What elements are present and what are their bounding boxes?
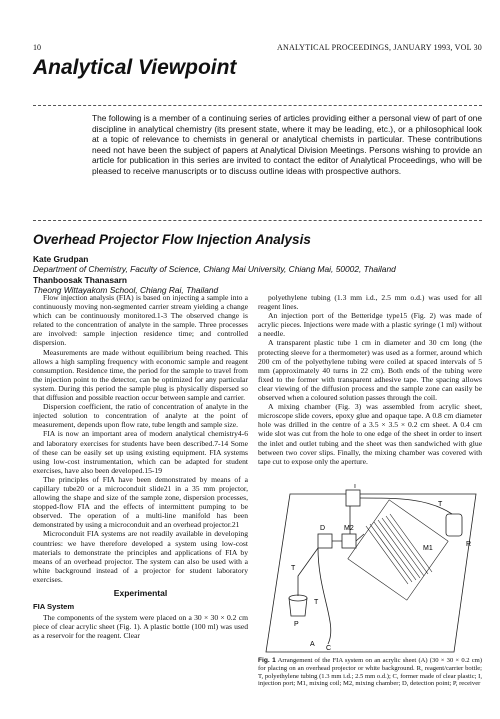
paragraph: A transparent plastic tube 1 cm in diameter and 30 cm long (the protecting sleeve for a thermometer) was used as a former, around which 200 cm of the polyethylene tubing were coiled at spaced intervals of 5 mm (approximately 40 turns in 22 cm). Both ends of the tubing were fixed to the former with transparent adhesive tape. The spacing allows clear viewing of the diffusion process and the sample zone can easily be observed when a coloured solution passes through the coil. [258, 338, 482, 403]
top-rule [33, 105, 482, 106]
fia-system-heading: FIA System [33, 602, 75, 612]
author-1 [33, 254, 396, 274]
left-column [33, 293, 248, 640]
label-t: T [291, 565, 296, 572]
injection-port [346, 490, 360, 506]
paragraph: Microconduit FIA systems are not readily available in developing countries: we have therefore developed a system using low-cost materials to demonstrate the principles and applications of FIA by means of an overhead projector. The system can also be used with a white background instead of a projector for student laboratory exercises. [33, 529, 248, 584]
reagent-bottle [446, 514, 462, 536]
page-number: 10 [33, 43, 41, 52]
detection-point [318, 534, 332, 548]
section-title: Analytical Viewpoint [33, 56, 237, 79]
journal-header: ANALYTICAL PROCEEDINGS, JANUARY 1993, VOL 30 [277, 43, 482, 52]
label-p: P [294, 621, 299, 628]
fia-diagram [258, 484, 482, 654]
tubing [298, 548, 318, 596]
label-i: I [354, 484, 356, 490]
intro-rule [33, 220, 482, 221]
paragraph: Flow injection analysis (FIA) is based on injecting a sample into a continuously moving non-segmented carrier stream yielding a change which can be continuously monitored.1-3 The observed change is related to the concentration of analyte in the sample. Three processes are involved: sample injection residence time; and controlled dispersion. [33, 293, 248, 348]
mixing-coil [348, 500, 448, 600]
label-m1: M1 [423, 545, 433, 552]
author-affiliation: Department of Chemistry, Faculty of Science, Chiang Mai University, Chiang Mai, 50002, Thailand [33, 264, 396, 274]
article-title: Overhead Projector Flow Injection Analysis [33, 232, 311, 247]
author-2 [33, 275, 218, 295]
receiver [289, 595, 307, 616]
paragraph: Dispersion coefficient, the ratio of concentration of analyte in the injected solution to concentration of analyte at the point of measurement, depends upon flow rate, tube length and sample size. [33, 402, 248, 430]
mixing-chamber [342, 534, 356, 548]
paragraph: The principles of FIA have been demonstrated by means of a capillary tube20 or a microconduit slide21 in a 35 mm projector, allowing the shape and size of the sample zone, dispersion processes, stopped-flow FIA and the effects of intermittent pumping to be observed. The operation of a multi-line manifold has been demonstrated by using a microconduit and an overhead projector.21 [33, 474, 248, 530]
right-column [258, 293, 482, 466]
label-t: T [438, 501, 443, 508]
figure-caption [258, 657, 482, 688]
label-a: A [310, 641, 315, 648]
figure-number: Fig. 1 [258, 657, 276, 664]
caption-text: Arrangement of the FIA system on an acrylic sheet (A) (30 × 30 × 0.2 cm) for placing on an overhead projector or white background. R, reagent/carrier bottle; T, polyethylene tubing (1.3 mm i.d.; 2.5 mm o.d.); C, former made of clear plastic; I, injection port; M1, mixing coil; M2, mixing chamber; D, detection point; P, receiver [258, 657, 483, 688]
paragraph: An injection port of the Betteridge type15 (Fig. 2) was made of acrylic pieces. Injections were made with a plastic syringe (1 ml) without a needle. [258, 311, 482, 339]
author-affiliation: Theong Wittayakom School, Chiang Rai, Thailand [33, 285, 219, 295]
paragraph: A mixing chamber (Fig. 3) was assembled from acrylic sheet, microscope slide covers, epoxy glue and opaque tape. A 0.8 cm diameter hole was drilled in the centre of a 3.5 × 3.5 × 0.2 cm sheet. A 0.4 cm wide slot was cut from the hole to one edge of the sheet in order to insert the inlet and outlet tubing and the sheet was then sandwiched with glue between two cover slips. Finally, the mixing chamber was covered with tape cut to expose only the aperture. [258, 402, 482, 466]
acrylic-sheet [266, 494, 476, 652]
label-c: C [326, 645, 332, 652]
paragraph: polyethylene tubing (1.3 mm i.d., 2.5 mm o.d.) was used for all reagent lines. [258, 293, 482, 312]
author-name: Thanboosak Thanasarn [33, 275, 128, 285]
series-intro: The following is a member of a continuing series of articles providing either a personal view of part of one discipline in analytical chemistry (its present state, where it may be leading, etc.), or a philosophical look at a topic of relevance to chemists in general or analytical chemists in particular. These contributions need not have been the subject of papers at Analytical Division Meetings. Persons wishing to provide an article for publication in this series are invited to contact the editor of Analytical Proceedings, who will be pleased to receive manuscripts or to discuss outline ideas with prospective authors. [92, 113, 482, 176]
label-r: R [466, 541, 472, 548]
label-m2: M2 [344, 525, 354, 532]
paragraph: Measurements are made without equilibrium being reached. This allows a high sampling frequency with economic sample and reagent consumption. Residence time, the period for the sample to travel from the injection point to the detector, can be optimized for any particular system. During this period the sample plug is physically dispersed so that diffusion and possible reaction occur between sample and carrier. [33, 347, 248, 403]
paragraph: FIA is now an important area of modern analytical chemistry4-6 and laboratory exercises for students have been described.7-14 Some of these can be easily set up using existing equipment. FIA systems using low-cost instrumentation, which can be adapted for student exercises, have also been developed.15-19 [33, 429, 248, 475]
label-t: T [314, 599, 319, 606]
author-name: Kate Grudpan [33, 254, 89, 264]
label-d: D [320, 525, 326, 532]
tubing [318, 548, 331, 644]
paragraph: The components of the system were placed on a 30 × 30 × 0.2 cm piece of clear acrylic sheet (Fig. 1). A plastic bottle (100 ml) was used as a reservoir for the reagent. Clear [33, 613, 248, 641]
experimental-heading: Experimental [113, 588, 168, 598]
